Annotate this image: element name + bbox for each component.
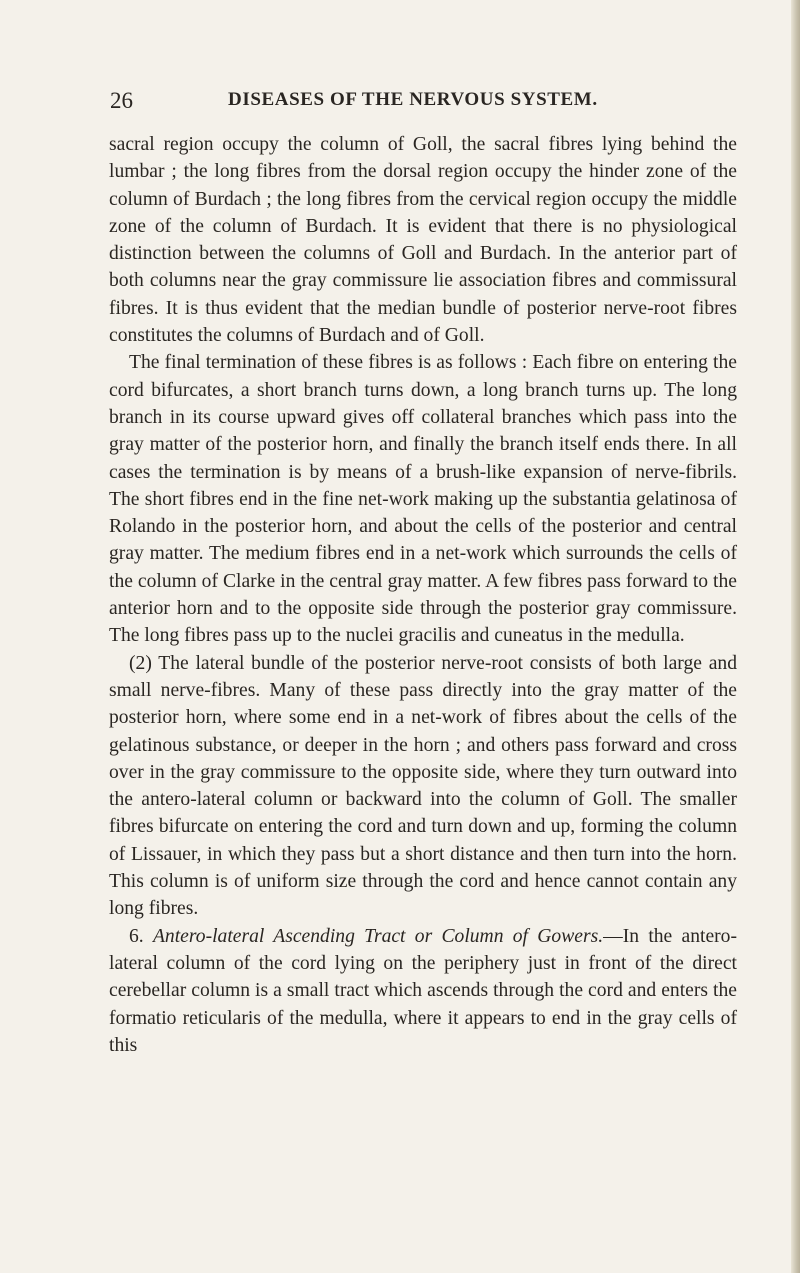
page-edge-shadow: [791, 0, 800, 1273]
page-header: [110, 88, 700, 118]
section-title: Antero-lateral Ascending Tract or Column of Gowers.: [152, 925, 604, 947]
running-head: DISEASES OF THE NERVOUS SYSTEM.: [228, 89, 598, 110]
section-text: —In the antero-lateral column of the cord lying on the periphery just in front of the direct cerebellar column is a small tract which ascends through the cord and enters the formatio reticularis of the medulla, where it appears to end in the gray cells of this: [109, 925, 737, 1056]
section-number: 6.: [129, 925, 144, 947]
paragraph: sacral region occupy the column of Goll, the sacral fibres lying behind the lumbar ; the long fibres from the dorsal region occupy the hinder zone of the column of Burdach ; the long fibres from the cervical region occupy the middle zone of the column of Burdach. It is evident that there is no physiological distinction between the columns of Goll and Burdach. In the anterior part of both columns near the gray commissure lie association fibres and commissural fibres. It is thus evident that the median bundle of posterior nerve-root fibres constitutes the columns of Burdach and of Goll.: [109, 134, 737, 347]
paragraph: The final termination of these fibres is as follows : Each fibre on entering the cord bifurcates, a short branch turns down, a long branch turns up. The long branch in its course upward gives off collateral branches which pass into the gray matter of the posterior horn, and finally the branch itself ends there. In all cases the termination is by means of a brush-like expansion of nerve-fibrils. The short fibres end in the fine net-work making up the substantia gelatinosa of Rolando in the posterior horn, and about the cells of the posterior and central gray matter. The medium fibres end in a net-work which surrounds the cells of the column of Clarke in the central gray matter. A few fibres pass forward to the anterior horn and to the opposite side through the posterior gray commissure. The long fibres pass up to the nuclei gracilis and cuneatus in the medulla.: [109, 352, 737, 647]
paragraph: (2) The lateral bundle of the posterior nerve-root consists of both large and small nerve-fibres. Many of these pass directly into the gray matter of the posterior horn, where some end in a net-work of fibres about the cells of the gelatinous substance, or deeper in the horn ; and others pass forward and cross over in the gray commissure to the opposite side, where they turn outward into the antero-lateral column or backward into the column of Goll. The smaller fibres bifurcate on entering the cord and turn down and up, forming the column of Lissauer, in which they pass but a short distance and then turn into the horn. This column is of uniform size through the cord and hence cannot contain any long fibres.: [109, 652, 737, 920]
page-number: 26: [110, 88, 133, 113]
body-text: [109, 131, 737, 1059]
section-paragraph: [109, 923, 737, 1059]
